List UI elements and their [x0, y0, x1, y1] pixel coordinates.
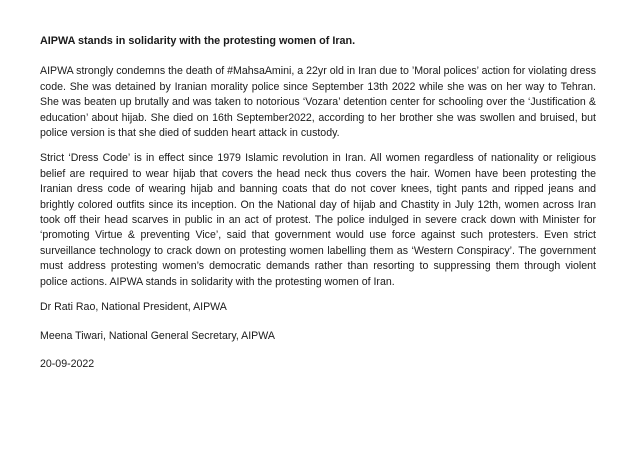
document-page: [40, 34, 596, 372]
paragraph-condemnation: AIPWA strongly condemns the death of #MahsaAmini, a 22yr old in Iran due to ’Moral polices’ action for violating dress code. She was detained by Iranian morality police since September 13th 2022 while she was on her way to Tehran. She was beaten up brutally and was taken to notorious ‘Vozara’ detention center for schooling over the ‘Justification & education’ about hijab. She died on 16th September2022, according to her brother she was swollen and bruised, but police version is that she died of sudden heart attack in custody.: [40, 65, 596, 140]
paragraph-dress-code: Strict ‘Dress Code’ is in effect since 1979 Islamic revolution in Iran. All women regardless of nationality or religious belief are required to wear hijab that covers the head neck thus covers the hair. Women have been protesting the Iranian dress code of wearing hijab and banning coats that do not cover knees, tight pants and ripped jeans and brightly colored outfits since its inception. On the National day of hijab and Chastity in July 12th, women across Iran took off their head scarves in public in an act of protest. The police indulged in severe crack down with Minister for ‘promoting Virtue & preventing Vice’, said that government would use force against such protesters. Even strict surveillance technology to crack down on protesting women labelling them as ‘Western Conspiracy’. The government must address protesting women’s democratic demands rather than resorting to suppressing them through violent police actions. AIPWA stands in solidarity with the protesting women of Iran.: [40, 152, 596, 288]
signatory-general-secretary: Meena Tiwari, National General Secretary, AIPWA: [40, 329, 275, 342]
signatory-president: Dr Rati Rao, National President, AIPWA: [40, 301, 227, 314]
document-title: AIPWA stands in solidarity with the protesting women of Iran.: [40, 35, 356, 47]
document-date: 20-09-2022: [40, 357, 95, 370]
